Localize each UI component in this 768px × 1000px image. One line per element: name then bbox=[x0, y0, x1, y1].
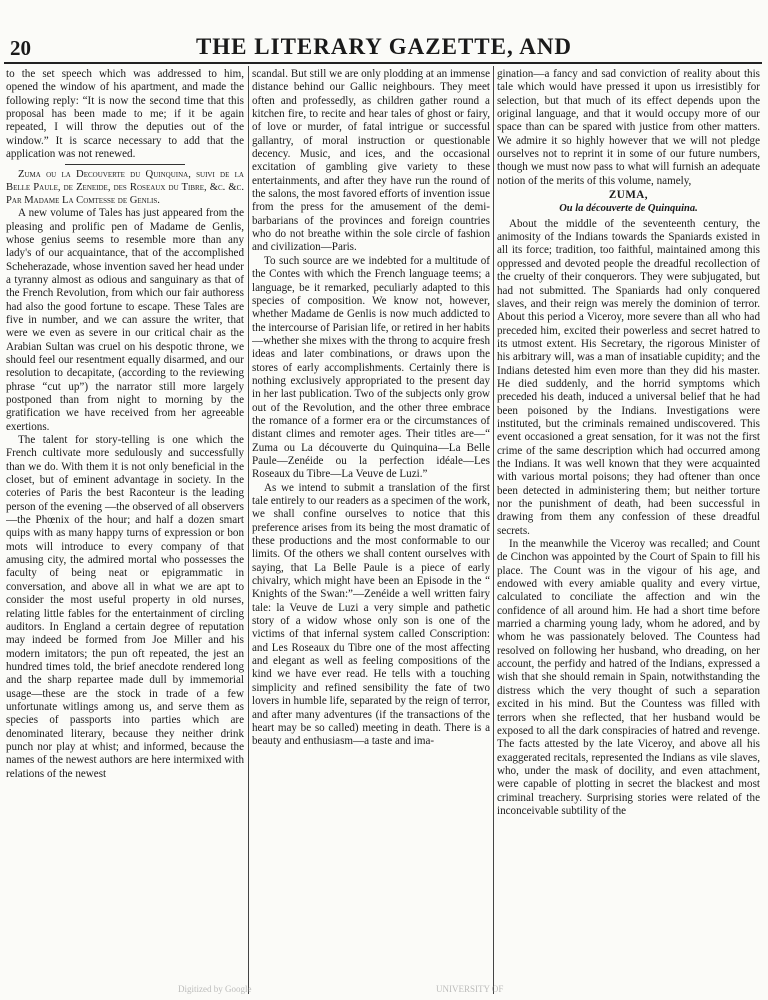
section-separator bbox=[65, 164, 185, 165]
column-divider bbox=[248, 66, 249, 994]
paragraph: A new volume of Tales has just appeared from the pleasing and prolific pen of Madame de Genlis, whose genius seems to resemble more than any lady's of our acquaintance, that of the accomplished Scheherazade, whose invention saved her head under a tyranny almost as odious and sanguinary as that of the French Revolution, from which our fair authoress had also the good fortune to escape. These Tales are five in number, and we can assure the writer, that were we even as severe in our critical chair as the Arabian Sultan was cruel on his despotic throne, we should feel our resentment equally disarmed, and our resolution to decapitate, (according to the reviewing phrase “cut up”) the narrator still more largely postponed than from night to morning by the gratification we have received from her agreeable exertions. bbox=[6, 207, 244, 433]
paragraph: In the meanwhile the Viceroy was recalled; and Count de Cinchon was appointed by the Court of Spain to fill his place. The Count was in the vigour of his age, and endowed with every amiable quality and every virtue, calculated to conciliate the affection and win the confidence of all around him. He had a short time before married a charming young lady, whom he adored, and by whom he was passionately beloved. The Countess had resolved on following her husband, who dreading, on her account, the perfidy and hatred of the Indians, expressed a wish that she should remain in Spain, notwithstanding the distress which the very thought of such a separation excited in his mind. But the Countess was filled with terrors when she reflected, that her husband would be exposed to all the dark conspiracies of hatred and revenge. The facts attested by the late Viceroy, and above all his exaggerated recitals, represented the Indians as vile slaves, who, under the mask of docility, and even attachment, were capable of plotting in secret the blackest and most criminal treachery. Surprising stories were related of the inconceivable subtility of the bbox=[497, 538, 760, 817]
paragraph: To such source are we indebted for a multitude of the Contes with which the French language teems; a language, be it remarked, peculiarly adapted to this species of composition. We know not, however, whether Madame de Genlis is now much addicted to the intercourse of Parisian life, or retired in her habits—whether she mixes with the throng to acquire fresh ideas and later combinations, or draws upon the stores of early accomplishments. Certainly there is nothing exclusively appropriated to the present day in her last publication. Two of the subjects only grow out of the Revolution, and the other three embrace the romance of a former era or the circumstances of distant climes and remoter ages. Their titles are—“ Zuma ou La découverte du Quinquina—La Belle Paule—Zenéide ou la perfection idéale—Les Roseaux du Tibre—La Veuve de Luzi.” bbox=[252, 254, 490, 481]
paragraph: The talent for story-telling is one which the French cultivate more sedulously and successfully than we do. With them it is not only beneficial in the closet, but of eminent advantage in society. In the coteries of Paris the best Raconteur is the leading person of the evening —the observed of all observers—the Phœnix of the hour; and half a dozen smart quips with as many happy turns of expression or bon mots will introduce to every company of that amusing city, the admired mortal who possesses the faculty of being neat or epigrammatic in conversation, and above all in what we are apt to consider the most useful property in old nurses, relating little fables for the entertainment of circling auditors. In England a certain degree of reputation may indeed be formed from Joe Miller and his modern imitators; the pun oft repeated, the jest an hundred times told, the brief anecdote rendered long and the sharp repartee made dull by immemorial usage—these are the stock in trade of a few unfortunate witlings among us, and serve them as species of passports into parties which are denominated literary, because they neither drink punch nor play at whist; and informed, because the names of the newest authors are here intermixed with relations of the newest bbox=[6, 434, 244, 780]
story-subtitle: Ou la découverte de Quinquina. bbox=[559, 203, 698, 215]
page-number: 20 bbox=[10, 36, 31, 60]
paragraph: gination—a fancy and sad conviction of reality about this tale which would have pressed it upon us irresistibly for selection, but that much of its effect depends upon the original language, and that it would occupy more of our space than can be spared with justice from other matters. We admire it so highly however that we will not pledge ourselves not to reprint it in some of our future numbers, though we must now pass to what will furnish an adequate notion of the merits of this volume, namely, bbox=[497, 68, 760, 187]
paragraph: About the middle of the seventeenth century, the animosity of the Indians towards the Spaniards existed in all its force; tradition, too faithful, maintained among this oppressed and devoted people the dreadful recollection of the cruelty of their conquerors. They were subjugated, but had not submitted. The Spaniards had only conquered slaves, and their reign was merely the dominion of terror. About this period a Viceroy, more severe than all who had preceded him, excited their powerless and secret hatred to its utmost extent. His Secretary, the rigorous Minister of his arbitrary will, was a man of insatiable cupidity; and the Indians detested him even more than they did his master. He died suddenly, and the horrid symptoms which preceded his death, induced a universal belief that he had been poisoned by the Indians. Investigations were instituted, but the criminals remained undiscovered. This event occasioned a great sensation, for it was not the first crime of the same description which had occurred among the Indians. It was well known that they were acquainted with various mortal poisons; they had oftener than once been detected in administering them; but neither torture nor the punishment of death, had been successful in drawing from them any confession of these dreadful secrets. bbox=[497, 217, 760, 537]
column-divider bbox=[493, 66, 494, 994]
column-right bbox=[497, 68, 760, 993]
scan-watermark: Digitized by Google bbox=[178, 984, 252, 994]
header-rule bbox=[4, 62, 762, 64]
story-title: ZUMA, bbox=[608, 189, 649, 202]
column-left bbox=[6, 68, 244, 993]
scan-watermark: UNIVERSITY OF bbox=[436, 984, 504, 994]
column-middle bbox=[252, 68, 490, 993]
paragraph: scandal. But still we are only plodding at an immense distance behind our Gallic neighbours. They meet often and professedly, as children gather round a kitchen fire, to recite and hear tales of ghost or fairy, of love or murder, of fatal intrigue or successful gallantry, of moral instruction or questionable decency. Music, and ices, and the occasional excitation of gambling give variety to these entertainments, and after they have run the round of the salons, the most favored efforts of invention issue from the press for the amusement of the demi-barbarians of the provinces and foreign countries who do not breathe within the sole circle of fashion and civilization—Paris. bbox=[252, 68, 490, 254]
publication-title: THE LITERARY GAZETTE, AND bbox=[195, 34, 573, 59]
review-heading: Zuma ou la Decouverte du Quinquina, suivi de la Belle Paule, de Zeneide, des Roseaux du Tibre, &c. &c. Par Madame La Comtesse de Genlis. bbox=[6, 169, 244, 206]
paragraph: As we intend to submit a translation of the first tale entirely to our readers as a specimen of the work, we shall confine ourselves to notice that this preference arises from its being the most dramatic of these productions and the most conformable to our limits. Of the others we shall content ourselves with saying, that La Belle Paule is a piece of early chivalry, which might have been an Episode in the “ Knights of the Swan:”—Zenéide a well written fairy tale: la Veuve de Luzi a very simple and pathetic story of a widow whose only son is one of the victims of that infernal system called Conscription: and Les Roseaux du Tibre one of the most affecting and elegant as well as feeling compositions of the kind we have ever read. He tells with a touching simplicity and refined sensibility the fate of two lovers in humble life, separated by the reign of terror, and after many adventures (if the transactions of the heart may be so called) meeting in death. There is a beauty and enthusiasm—a taste and ima- bbox=[252, 481, 490, 748]
paragraph: to the set speech which was addressed to him, opened the window of his apartment, and made the following reply: “It is now the second time that this proposal has been made to me; if it be again repeated, I will throw the deputies out of the window.” It is scarce necessary to add that the application was not renewed. bbox=[6, 68, 244, 161]
page-header bbox=[6, 34, 762, 64]
